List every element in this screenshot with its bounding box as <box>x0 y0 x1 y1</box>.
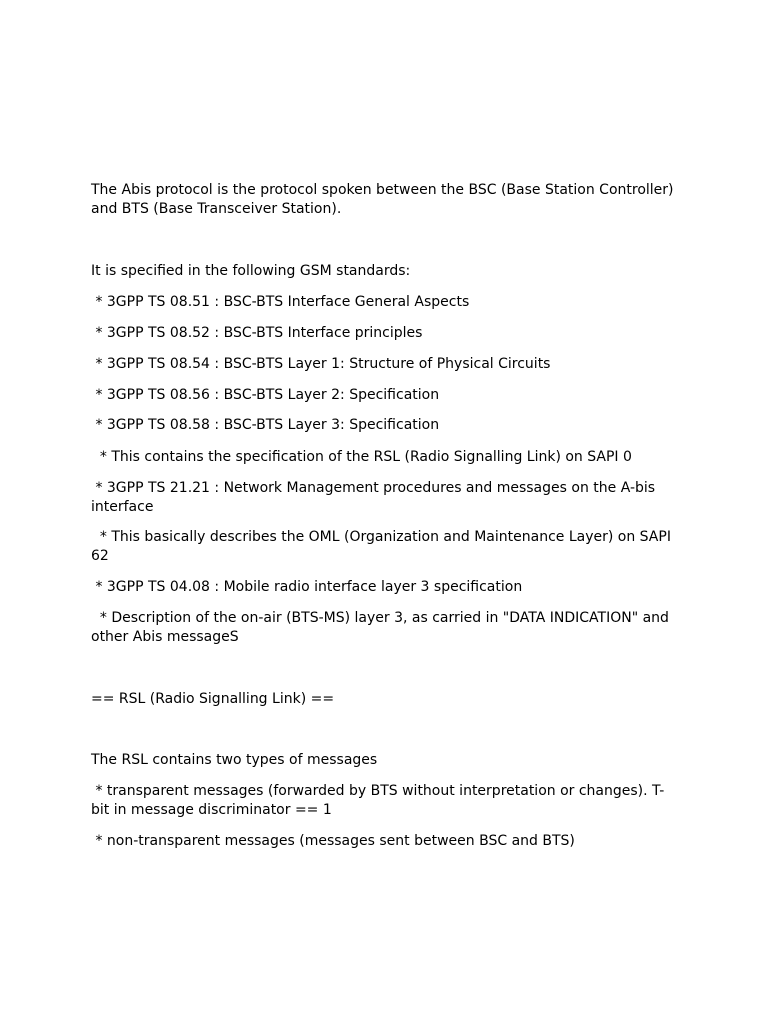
list-item: * 3GPP TS 08.56 : BSC-BTS Layer 2: Specification <box>91 387 440 403</box>
list-subitem: * This basically describes the OML (Organization and Maintenance Layer) on SAPI 62 <box>91 529 676 564</box>
list-item: * 3GPP TS 08.54 : BSC-BTS Layer 1: Structure of Physical Circuits <box>91 356 551 372</box>
list-item: * 3GPP TS 21.21 : Network Management procedures and messages on the A-bis interface <box>91 480 660 515</box>
list-item: * 3GPP TS 08.58 : BSC-BTS Layer 3: Specification <box>91 417 440 433</box>
list-item: * 3GPP TS 08.51 : BSC-BTS Interface General Aspects <box>91 294 470 310</box>
rsl-intro: The RSL contains two types of messages <box>91 752 378 768</box>
list-subitem: * This contains the specification of the RSL (Radio Signalling Link) on SAPI 0 <box>91 449 632 465</box>
standards-intro: It is specified in the following GSM standards: <box>91 263 411 279</box>
list-item: * transparent messages (forwarded by BTS without interpretation or changes). T-bit in message discriminator == 1 <box>91 783 665 818</box>
list-item: * 3GPP TS 04.08 : Mobile radio interface layer 3 specification <box>91 579 523 595</box>
list-item: * non-transparent messages (messages sent between BSC and BTS) <box>91 833 575 849</box>
list-item: * 3GPP TS 08.52 : BSC-BTS Interface principles <box>91 325 423 341</box>
intro-paragraph: The Abis protocol is the protocol spoken between the BSC (Base Station Controller) and BTS (Base Transceiver Station). <box>91 182 678 217</box>
section-heading: == RSL (Radio Signalling Link) == <box>91 691 335 707</box>
list-subitem: * Description of the on-air (BTS-MS) layer 3, as carried in "DATA INDICATION" and other Abis messageS <box>91 610 674 645</box>
